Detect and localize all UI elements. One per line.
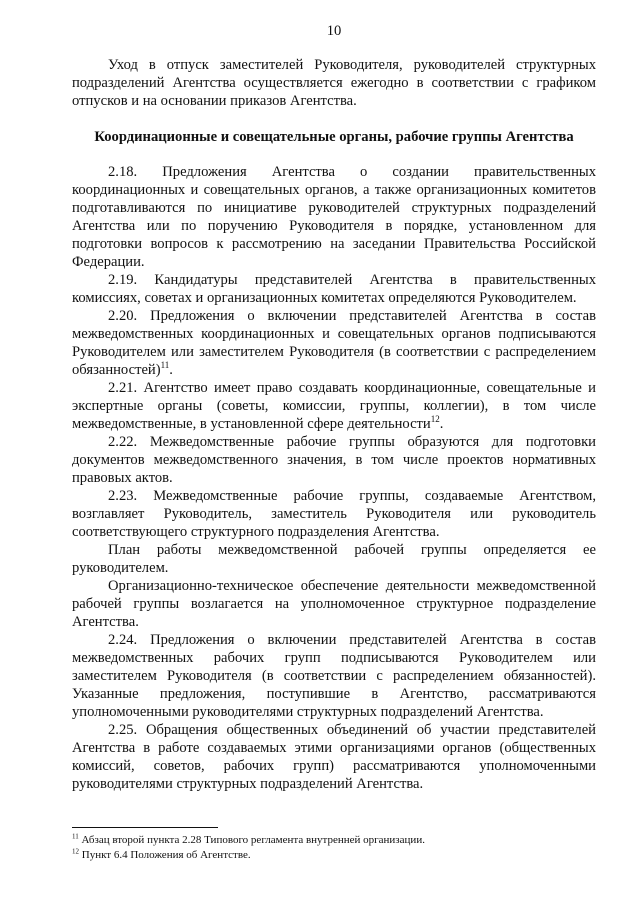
paragraph-text: Кандидатуры представителей Агентства в правительственных комиссиях, советах и организационных комитетах определяются Руководителем. — [72, 272, 596, 306]
paragraph-support — [72, 577, 596, 631]
paragraph-2-19 — [72, 271, 596, 307]
paragraph-list — [72, 163, 596, 793]
paragraph-2-25 — [72, 721, 596, 793]
paragraph-2-21 — [72, 379, 596, 433]
paragraph-text: Межведомственные рабочие группы, создаваемые Агентством, возглавляет Руководитель, заместитель Руководителя или руководитель соответствующего структурного подразделения Агентства. — [72, 488, 596, 540]
footnote-11 — [72, 833, 596, 848]
paragraph-2-22 — [72, 433, 596, 487]
paragraph-tail: . — [439, 416, 444, 432]
paragraph-2-24 — [72, 631, 596, 721]
paragraph-2-18 — [72, 163, 596, 271]
paragraph-number: 2.25. — [108, 722, 138, 738]
footnote-12 — [72, 848, 596, 863]
paragraph-number: 2.19. — [108, 272, 138, 288]
paragraph-number: 2.21. — [108, 380, 138, 396]
footnote-number: 11 — [72, 832, 79, 841]
footnote-number: 12 — [72, 847, 79, 856]
paragraph-text: План работы межведомственной рабочей группы определяется ее руководителем. — [72, 542, 596, 576]
footnote-text: Пункт 6.4 Положения об Агентстве. — [81, 849, 251, 861]
paragraph-plan — [72, 541, 596, 577]
paragraph-text: Организационно-техническое обеспечение деятельности межведомственной рабочей группы возлагается на уполномоченное структурное подразделение Агентства. — [72, 578, 596, 630]
paragraph-2-23 — [72, 487, 596, 541]
footnote-divider — [72, 827, 218, 828]
paragraph-text: Обращения общественных объединений об участии представителей Агентства в работе создаваемых этими организациями органов (общественных комиссий, советов, рабочих групп) рассматриваются уполномоченными руководителями структурных подразделений Агентства. — [72, 722, 596, 792]
paragraph-text: Агентство имеет право создавать координационные, совещательные и экспертные органы (советы, комиссии, группы, коллегии), в том числе межведомственные, в установленной сфере деятельности — [72, 380, 596, 432]
paragraph-number: 2.18. — [108, 164, 138, 180]
paragraph-text: Предложения о включении представителей Агентства в состав межведомственных координационных и совещательных органов подписываются Руководителем или заместителем Руководителя (в соответствии с распределением обязанностей) — [72, 308, 596, 378]
footnote-ref[interactable]: 11 — [160, 360, 170, 371]
paragraph-number: 2.20. — [108, 308, 138, 324]
paragraph-text: Предложения о включении представителей Агентства в состав межведомственных рабочих групп подписываются Руководителем или заместителем Руководителя (в соответствии с распределением обязанностей). Указанные предложения, поступившие в Агентство, рассматриваются уполномоченными руководителями структурных подразделений Агентства. — [72, 632, 596, 720]
paragraph-number: 2.23. — [108, 488, 138, 504]
paragraph-text: Межведомственные рабочие группы образуются для подготовки документов межведомственного значения, в том числе проектов нормативных правовых актов. — [72, 434, 596, 486]
paragraph-number: 2.24. — [108, 632, 138, 648]
section-heading: Координационные и совещательные органы, рабочие группы Агентства — [94, 129, 574, 145]
footnote-text: Абзац второй пункта 2.28 Типового регламента внутренней организации. — [81, 834, 425, 846]
intro-paragraph: Уход в отпуск заместителей Руководителя, руководителей структурных подразделений Агентства осуществляется ежегодно в соответствии с графиком отпусков и на основании приказов Агентства. — [72, 57, 596, 109]
paragraph-tail: . — [169, 362, 173, 378]
paragraph-text: Предложения Агентства о создании правительственных координационных и совещательных органов, а также организационных комитетов подготавливаются по инициативе руководителей структурных подразделений Агентства или по поручению Руководителя в порядке, установленном для подготовки вопросов к рассмотрению на заседании Правительства Российской Федерации. — [72, 164, 596, 270]
paragraph-2-20 — [72, 307, 596, 379]
page-number: 10 — [326, 23, 342, 39]
footnote-ref[interactable]: 12 — [430, 414, 440, 425]
paragraph-number: 2.22. — [108, 434, 138, 450]
